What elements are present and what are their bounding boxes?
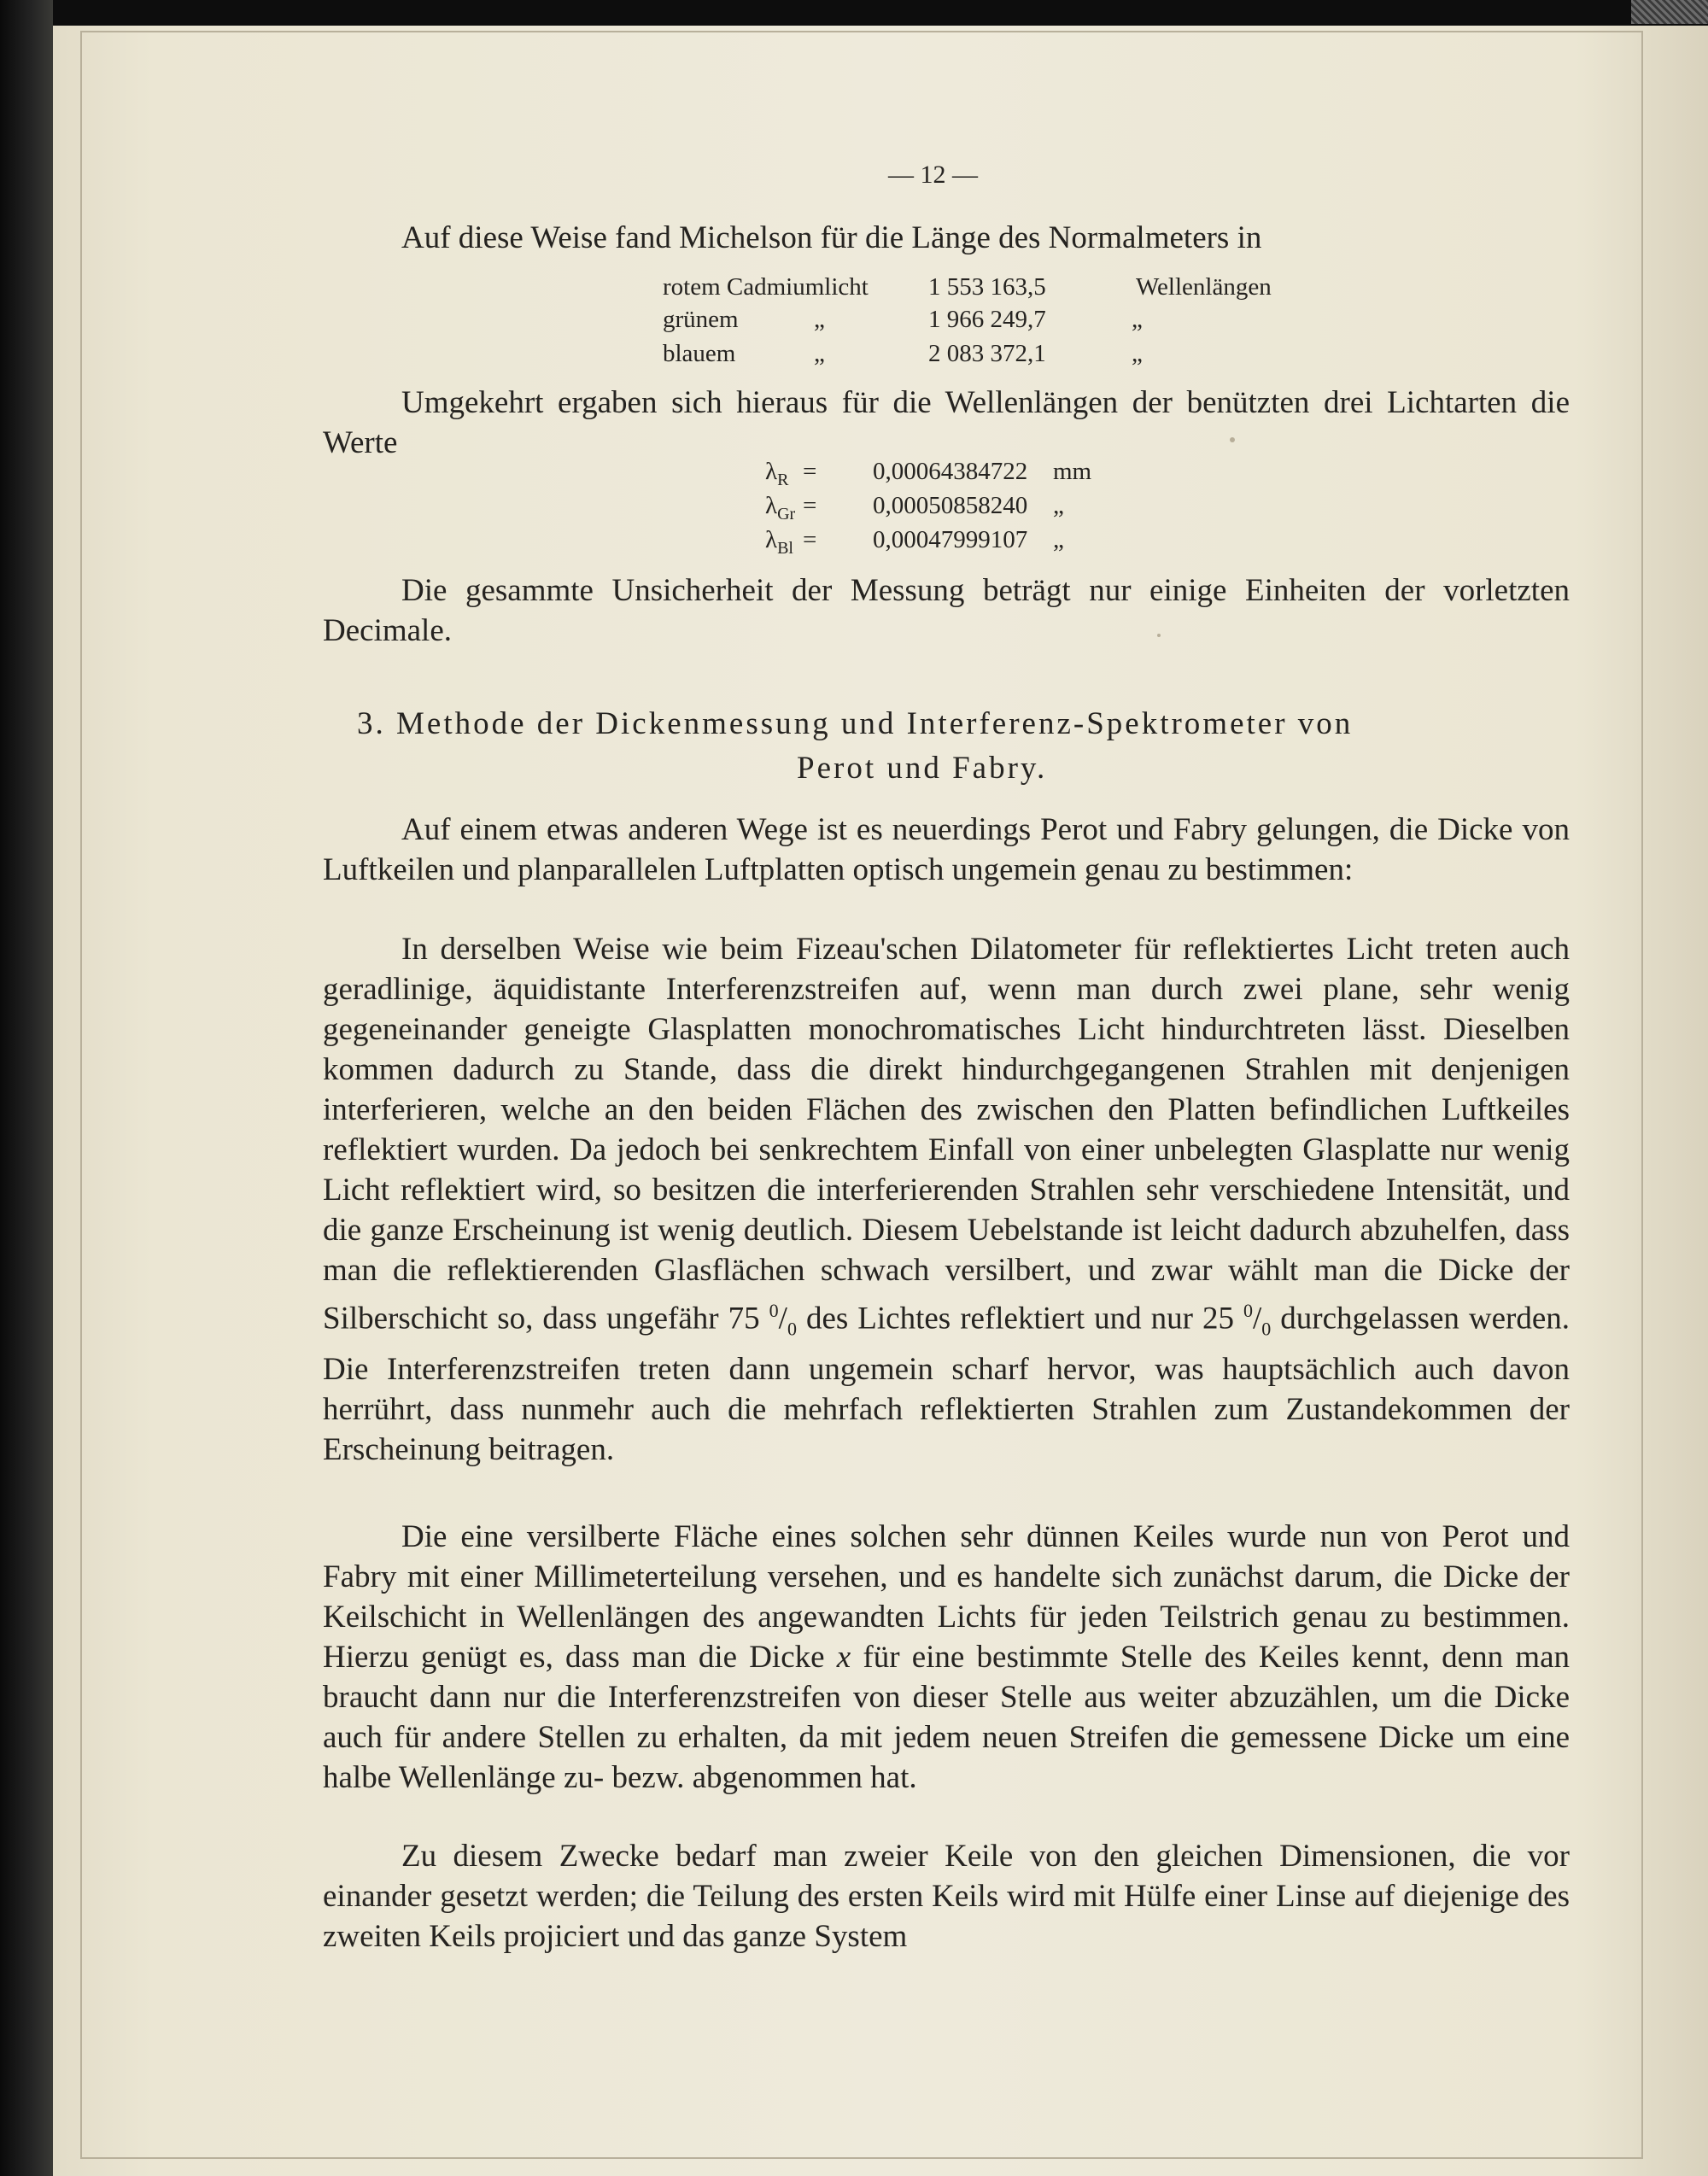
equals-sign: = xyxy=(803,458,817,485)
lambda-symbol: $\lambda_{Bl}$ xyxy=(765,526,793,558)
light-label: blauem xyxy=(663,340,736,367)
wavelength-unit: mm xyxy=(1053,458,1092,485)
wavelength-value: 0,00050858240 xyxy=(873,492,1028,519)
length-unit: Wellenlängen xyxy=(1136,273,1272,301)
page-number: — 12 — xyxy=(888,161,978,189)
unsicherheit-paragraph: Die gesammte Unsicherheit der Messung beträgt nur einige Einheiten der vorletzten Decimale. xyxy=(323,573,1570,648)
light-label: grünem xyxy=(663,306,739,333)
intro-paragraph: Auf diese Weise fand Michelson für die Länge des Normalmeters in xyxy=(401,220,1262,255)
variable-x: x xyxy=(836,1640,851,1675)
paper-speck xyxy=(1230,437,1235,442)
umgekehrt-paragraph: Umgekehrt ergaben sich hieraus für die Wellenlängen der benützten drei Lichtarten die Werte xyxy=(323,385,1570,460)
wavelength-unit: „ xyxy=(1053,492,1064,519)
length-value: 1 966 249,7 xyxy=(928,306,1046,333)
length-value: 1 553 163,5 xyxy=(928,273,1046,301)
ditto-mark: „ xyxy=(814,340,825,367)
wavelength-unit: „ xyxy=(1053,526,1064,553)
section-heading-line1: 3. Methode der Dickenmessung und Interferenz-Spektrometer von xyxy=(357,706,1354,741)
length-value: 2 083 372,1 xyxy=(928,340,1046,367)
light-label: rotem Cadmiumlicht xyxy=(663,273,869,301)
paper-speck xyxy=(1157,634,1161,637)
interference-paragraph: In derselben Weise wie beim Fizeau'schen Dilatometer für reflektiertes Licht treten auch geradlinige, äquidistante Interferenzstreifen auf, wenn man durch zwei plane, sehr wenig gegeneinander geneigte Glasplatten monochromatisches Licht hindurchtreten lässt. Dieselben kommen dadurch zu Stande, dass die direkt hindurchgegangenen Strahlen mit denjenigen interferieren, welche an den beiden Flächen des zwischen den Platten befindlichen Luftkeiles reflektiert wurden. Da jedoch bei senkrechtem Einfall von einer unbelegten Glasplatte nur wenig Licht reflektiert wird, so besitzen die interferierenden Strahlen sehr verschiedene Intensität, und die ganze Erscheinung ist wenig deutlich. Diesem Uebelstande ist leicht dadurch abzuhelfen, dass man die reflektierenden Glasflächen schwach versilbert, und zwar wählt man die Dicke der Silberschicht so, dass ungefähr 75 $^0/_0$ des Lichtes reflektiert und nur 25 $^0/_0$ durchgelassen werden. Die Interferenzstreifen treten dann ungemein scharf hervor, was hauptsächlich auch davon herrührt, dass nunmehr auch die mehrfach reflektierten Strahlen zum Zustandekommen der Erscheinung beitragen. xyxy=(323,932,1571,1467)
scan-top-edge xyxy=(0,0,1708,26)
perot-fabry-paragraph: Auf einem etwas anderen Wege ist es neuerdings Perot und Fabry gelungen, die Dicke von Luftkeilen und planparallelen Luftplatten optisch ungemein genau zu bestimmen: xyxy=(323,812,1570,887)
scan-corner-tag xyxy=(1631,0,1708,24)
lambda-symbol: $\lambda_{Gr}$ xyxy=(765,492,796,524)
millimeter-paragraph: Die eine versilberte Fläche eines solchen sehr dünnen Keiles wurde nun von Perot und Fabry mit einer Millimeterteilung versehen, und es handelte sich zunächst darum, die Dicke der Keilschicht in Wellenlängen des angewandten Lichts für jeden Teilstrich genau zu bestimmen. Hierzu genügt es, dass man die Dicke x für eine bestimmte Stelle des Keiles kennt, denn man braucht dann nur die Interferenzstreifen von dieser Stelle aus weiter abzuzählen, um die Dicke auch für andere Stellen zu erhalten, da mit jedem neuen Streifen die gemessene Dicke um eine halbe Wellenlänge zu- bezw. abgenommen hat. xyxy=(323,1519,1570,1795)
length-unit: „ xyxy=(1132,306,1143,333)
lambda-symbol: $\lambda_R$ xyxy=(765,458,789,489)
book-spine xyxy=(0,0,53,2176)
section-heading-line2: Perot und Fabry. xyxy=(797,751,1048,786)
zwecke-paragraph: Zu diesem Zwecke bedarf man zweier Keile von den gleichen Dimensionen, die vor einander gesetzt werden; die Teilung des ersten Keils wird mit Hülfe einer Linse auf diejenige des zweiten Keils projiciert und das ganze System xyxy=(323,1839,1570,1954)
wavelength-value: 0,00064384722 xyxy=(873,458,1028,485)
equals-sign: = xyxy=(803,526,817,553)
ditto-mark: „ xyxy=(814,306,825,333)
wavelength-value: 0,00047999107 xyxy=(873,526,1028,553)
equals-sign: = xyxy=(803,492,817,519)
length-unit: „ xyxy=(1132,340,1143,367)
